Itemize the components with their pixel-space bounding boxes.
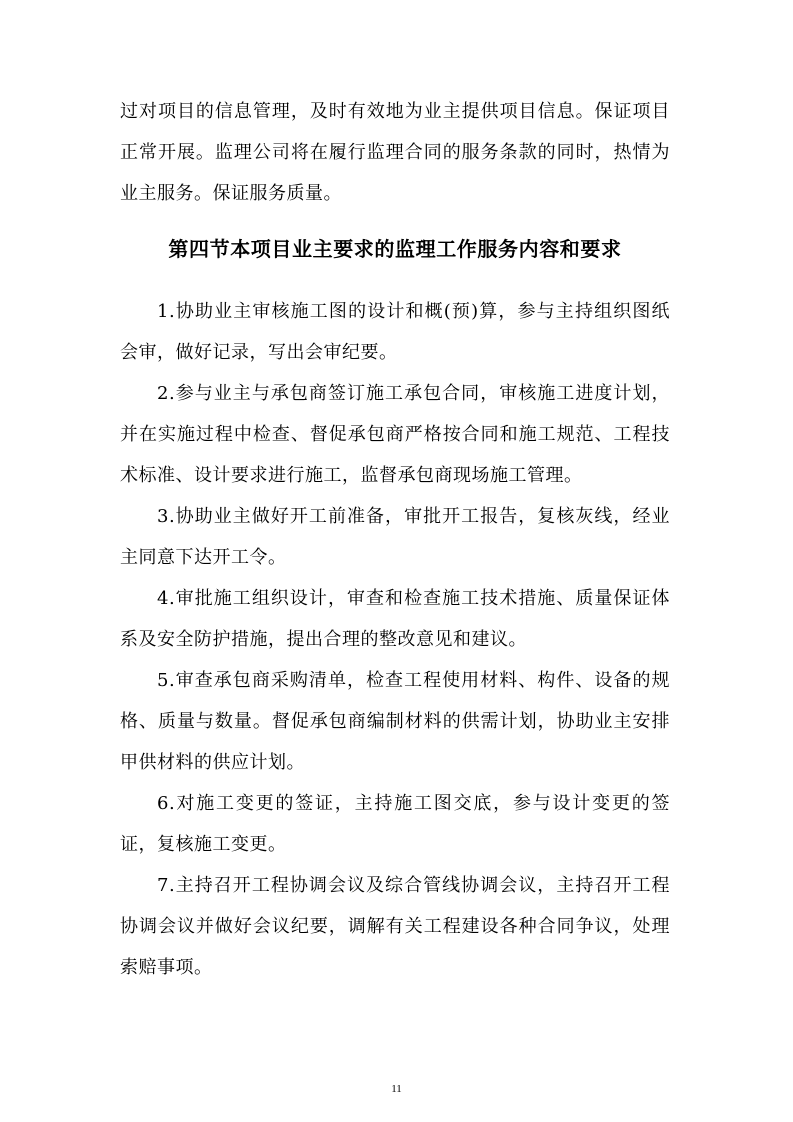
page-number: 11 bbox=[391, 1083, 402, 1095]
list-item-3: 3.协助业主做好开工前准备，审批开工报告，复核灰线，经业主同意下达开工令。 bbox=[120, 506, 670, 568]
list-item-2: 2.参与业主与承包商签订施工承包合同，审核施工进度计划，并在实施过程中检查、督促承包商严格按合同和施工规范、工程技术标准、设计要求进行施工，监督承包商现场施工管理。 bbox=[120, 383, 670, 486]
section-heading: 第四节本项目业主要求的监理工作服务内容和要求 bbox=[168, 237, 622, 261]
document-body bbox=[120, 91, 670, 988]
intro-paragraph: 过对项目的信息管理，及时有效地为业主提供项目信息。保证项目正常开展。监理公司将在履行监理合同的服务条款的同时，热情为业主服务。保证服务质量。 bbox=[120, 101, 670, 204]
list-item-7: 7.主持召开工程协调会议及综合管线协调会议，主持召开工程协调会议并做好会议纪要，调解有关工程建设各种合同争议，处理索赔事项。 bbox=[120, 875, 670, 978]
list-item-4: 4.审批施工组织设计，审查和检查施工技术措施、质量保证体系及安全防护措施，提出合理的整改意见和建议。 bbox=[120, 588, 670, 650]
list-item-5: 5.审查承包商采购清单，检查工程使用材料、构件、设备的规格、质量与数量。督促承包商编制材料的供需计划，协助业主安排甲供材料的供应计划。 bbox=[120, 670, 670, 773]
list-item-6: 6.对施工变更的签证，主持施工图交底，参与设计变更的签证，复核施工变更。 bbox=[120, 793, 670, 855]
list-item-1: 1.协助业主审核施工图的设计和概(预)算，参与主持组织图纸会审，做好记录，写出会审纪要。 bbox=[120, 301, 670, 363]
